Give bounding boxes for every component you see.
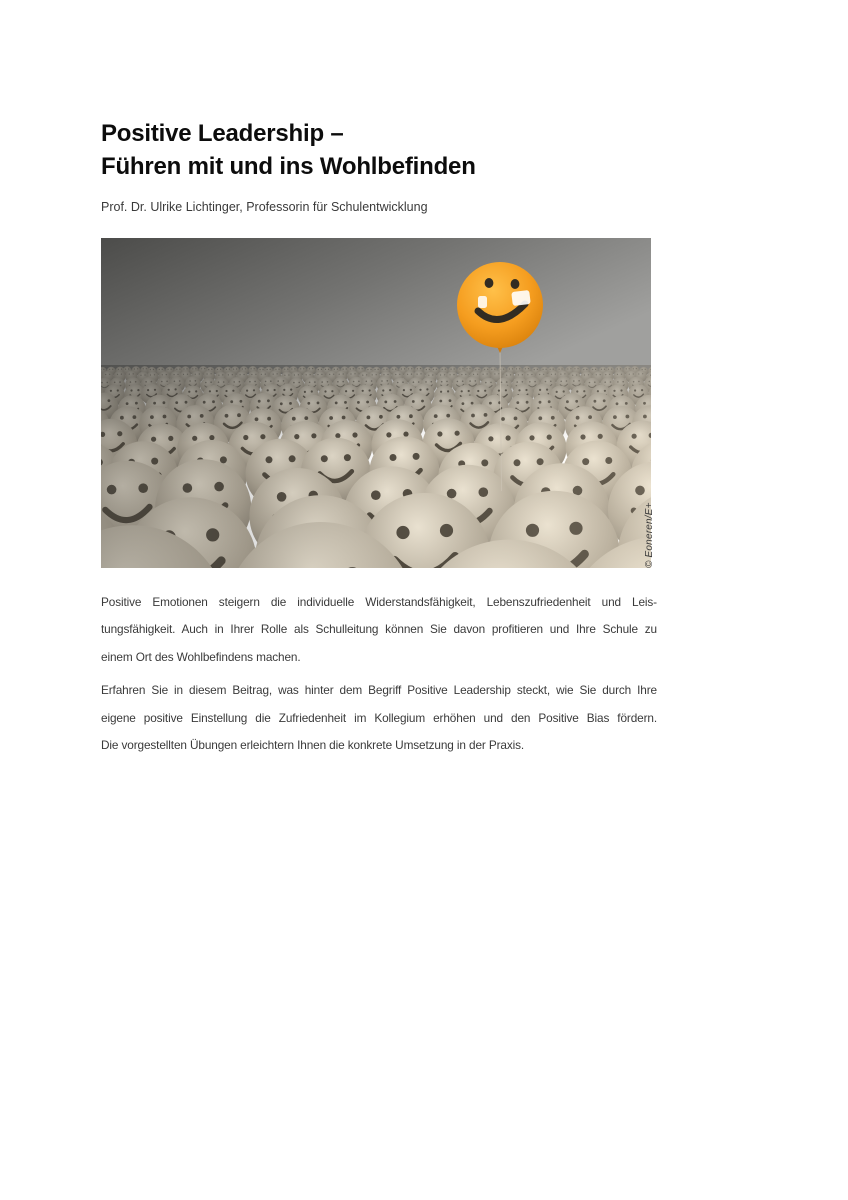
paragraph-line: Die vorgestellten Übungen erleichtern Ihnen die konkrete Umsetzung in der Praxis.: [101, 738, 525, 753]
photo-credit: © Eoneren/E+: [644, 502, 655, 568]
intro-paragraphs: [101, 589, 657, 765]
hero-image-scene: [101, 238, 651, 568]
hero-image: [101, 238, 655, 568]
page-title-line-2: Führen mit und ins Wohlbefinden: [101, 153, 476, 180]
paragraph-line: eigene positive Einstellung die Zufriedenheit im Kollegium erhöhen und den Positive Bias fördern.: [101, 710, 657, 725]
author-line: Prof. Dr. Ulrike Lichtinger, Professorin für Schulentwicklung: [101, 200, 428, 214]
paragraph-line: tungsfähigkeit. Auch in Ihrer Rolle als Schulleitung können Sie davon profitieren und Ihre Schule zu: [101, 622, 657, 637]
page-title-line-1: Positive Leadership –: [101, 120, 344, 147]
paragraph-line: Positive Emotionen steigern die individuelle Widerstandsfähigkeit, Lebenszufriedenheit und Leis-: [101, 595, 657, 609]
smiley-balloon: [457, 262, 543, 348]
wall-background: [101, 238, 651, 374]
paragraph: [101, 589, 657, 671]
paragraph: [101, 677, 657, 759]
paragraph-line: Erfahren Sie in diesem Beitrag, was hinter dem Begriff Positive Leadership steckt, wie Sie durch Ihre: [101, 683, 657, 698]
paragraph-line: einem Ort des Wohlbefindens machen.: [101, 649, 301, 664]
page-title: [101, 117, 657, 183]
